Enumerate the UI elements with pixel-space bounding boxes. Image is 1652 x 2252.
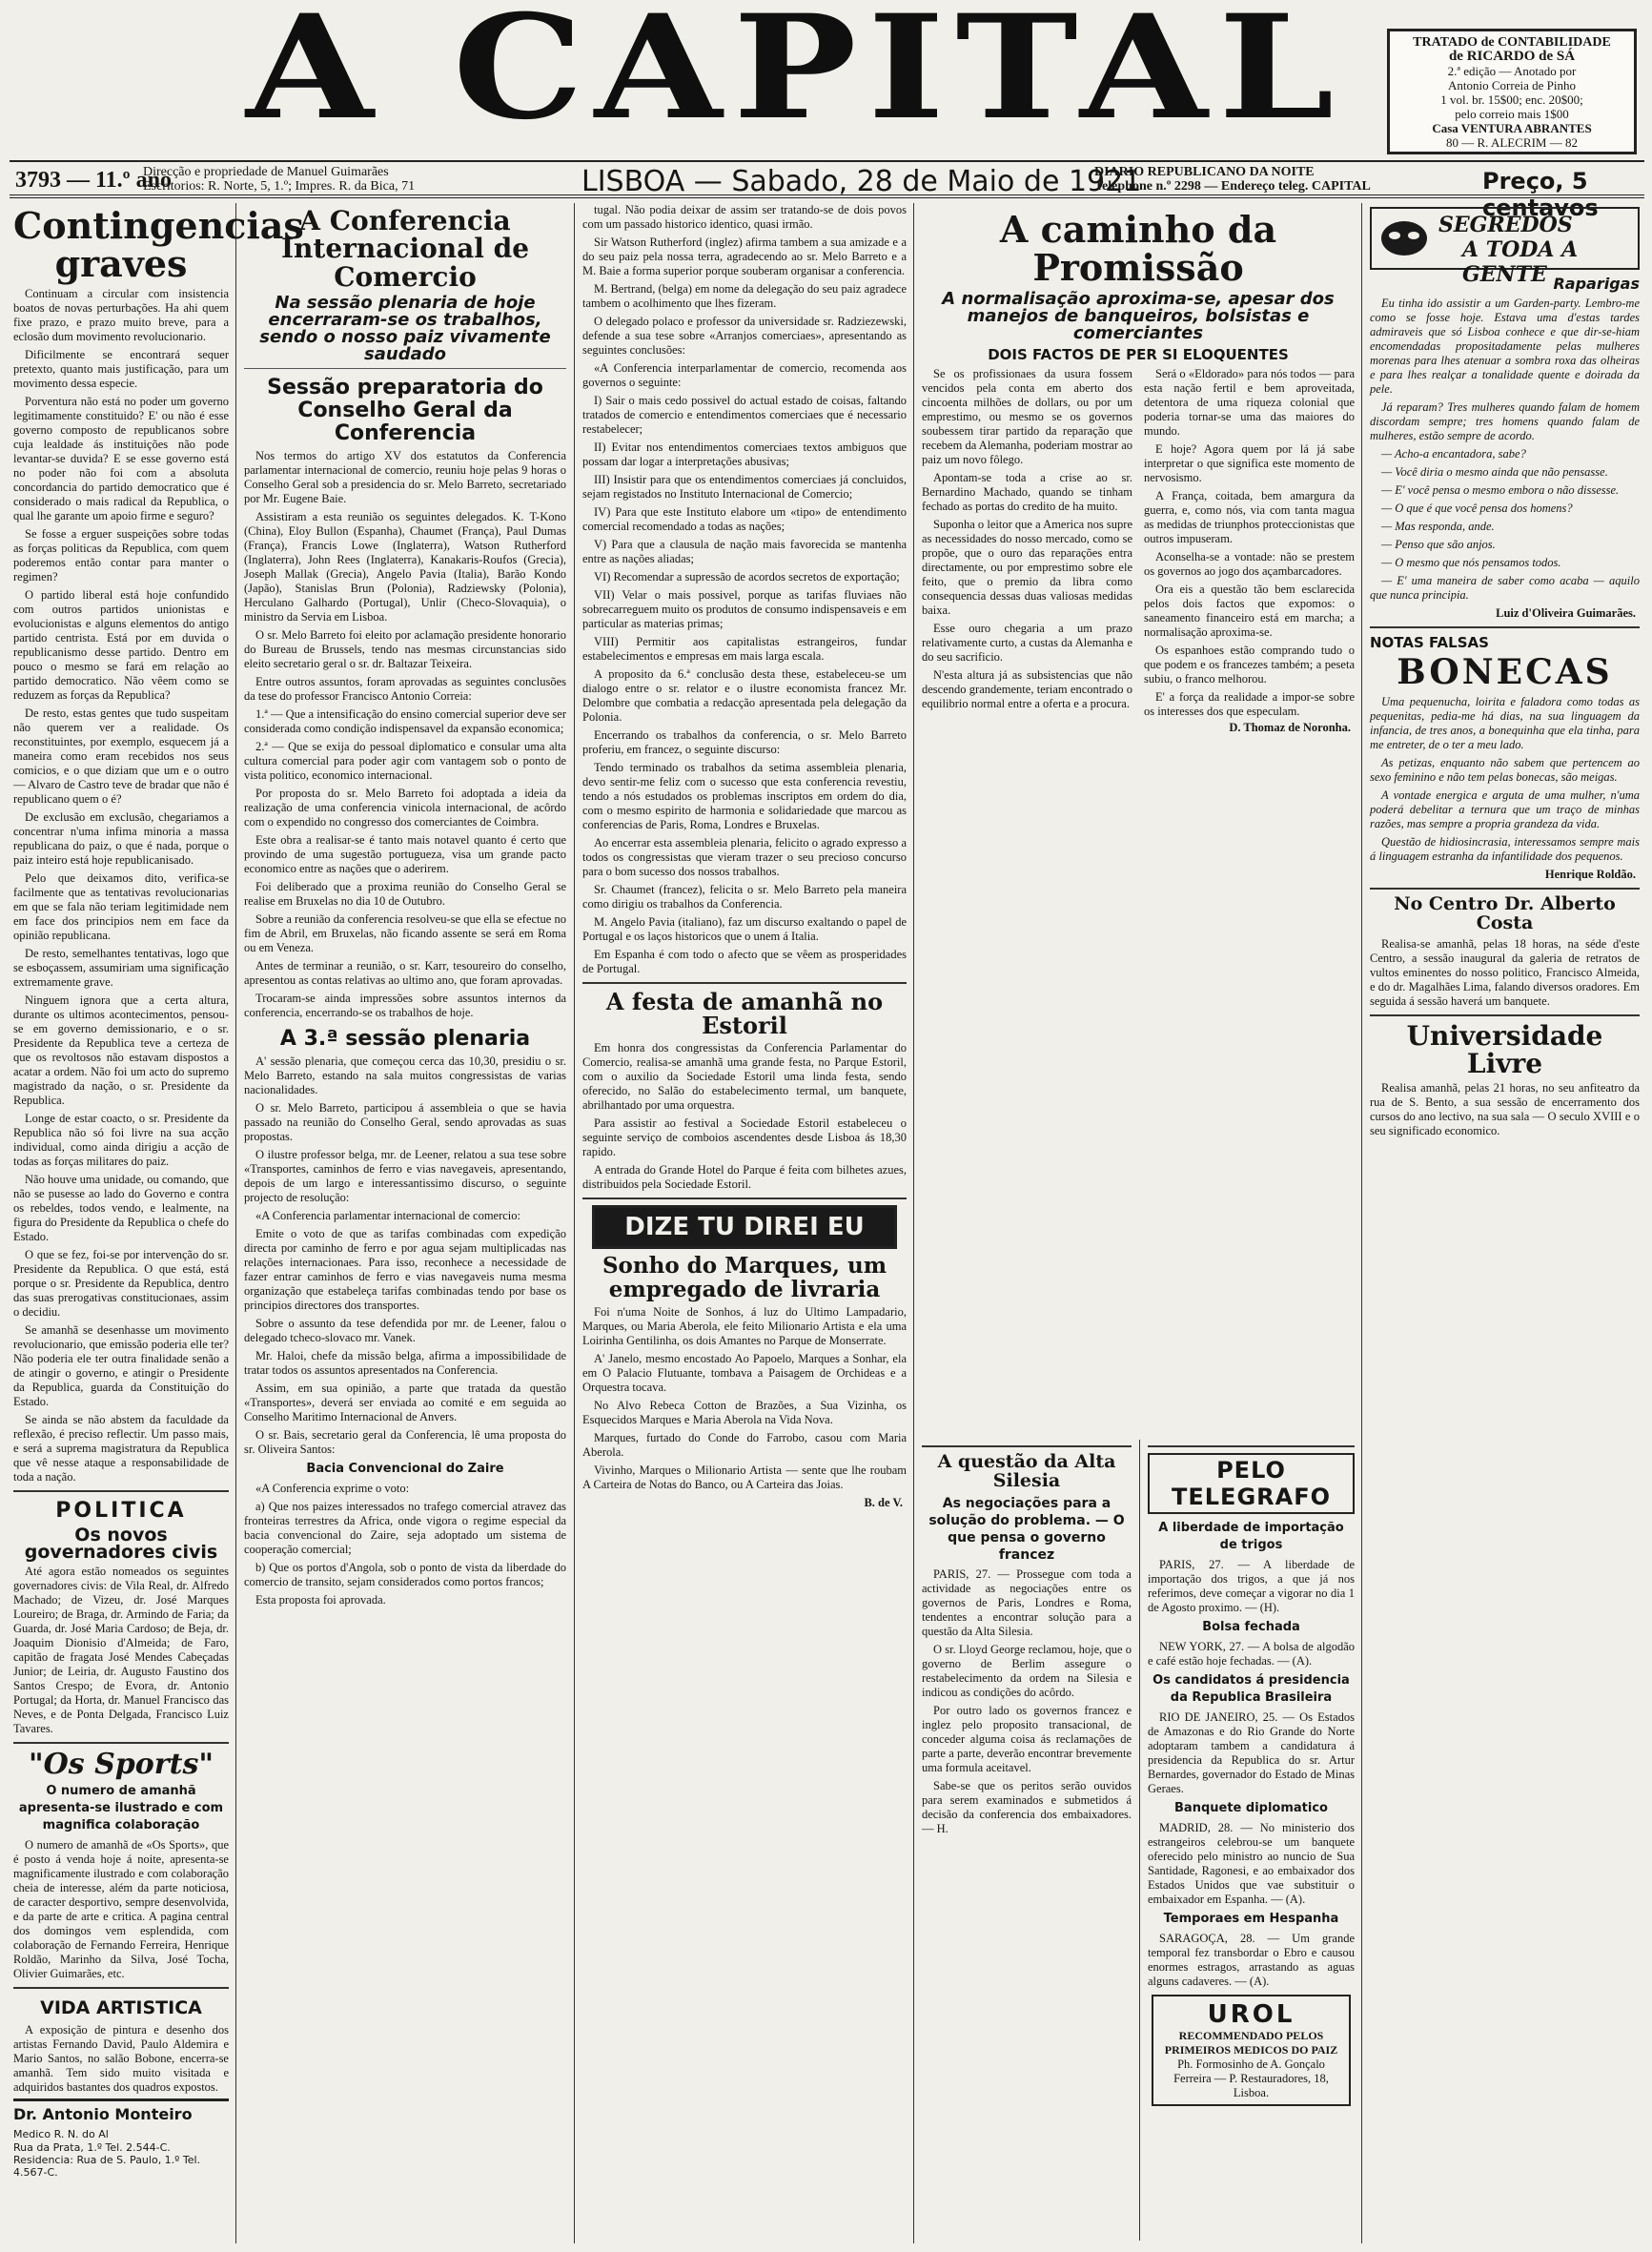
column-4 xyxy=(916,203,1360,1433)
ad-line: 2.ª edição — Anotado por xyxy=(1447,64,1577,78)
paragraph: Emite o voto de que as tarifas combinadas com expedição directa por caminho de ferro e por agua sejam multiplicadas nas relações internacionaes. Para isso, reconhece a necessidade de fazer entrar caminhos de ferro e vias navegaveis numa mesma organização que estabeleça tarifas combinadas tendo por base os principios directores dos transportes. xyxy=(244,1227,566,1313)
subhead-promissao: A normalisação aproxima-se, apesar dos manejos de banqueiros, bolsistas e comerciantes xyxy=(942,288,1335,343)
diario-line: DIARIO REPUBLICANO DA NOITE xyxy=(1094,165,1315,179)
paragraph: Esta proposta foi aprovada. xyxy=(255,1593,386,1607)
paragraph: — E' uma maneira de saber como acaba — aquilo que nunca principia. xyxy=(1370,574,1640,602)
paragraph: 2.ª — Que se exija do pessoal diplomatico e consular uma alta cultura comercial para poder agir com vantagem sob o ponto de vista politico, economico internacional. xyxy=(244,740,566,783)
column-rule xyxy=(235,203,236,2243)
notas-falsas-title: NOTAS FALSAS xyxy=(1370,634,1489,651)
doctor-advertisement xyxy=(13,2098,229,2179)
paragraph: Esse ouro chegaria a um prazo relativamente curto, a custas da Alemanha e do seu sacrificio. xyxy=(922,621,1132,664)
paragraph: Assim, em sua opinião, a parte que tratada da questão «Transportes», deverá ser enviada ao comité e em seguida ao Conselho Maritimo Internacional de Anvers. xyxy=(244,1382,566,1424)
paragraph: De exclusão em exclusão, chegariamos a concentrar n'uma infima minoria a massa republicana do paiz, o que é nada, porque o paiz inteiro está hoje republicanisado. xyxy=(13,809,229,867)
paragraph: — Você diria o mesmo ainda que não pensasse. xyxy=(1381,465,1608,479)
separator xyxy=(1370,1014,1640,1016)
paragraph: Encerrando os trabalhos da conferencia, o sr. Melo Barreto proferiu, em francez, o seguinte discurso: xyxy=(582,728,907,756)
paragraph: — O mesmo que nós pensamos todos. xyxy=(1381,556,1561,569)
paragraph: Se fosse a erguer suspeições sobre todas as forças politicas da Republica, com quem poderemos então contar para manter o regimen? xyxy=(13,526,229,583)
paragraph: A' sessão plenaria, que começou cerca das 10,30, presidiu o sr. Melo Barreto, estando na sala muitos congressistas de varias nacionalidades. xyxy=(244,1054,566,1097)
paragraph: b) Que os portos d'Angola, sob o ponto de vista da liberdade do comercio de transito, sejam considerados como portos francos; xyxy=(244,1561,566,1589)
paragraph: Foi deliberado que a proxima reunião do Conselho Geral se realise em Bruxelas no dia 10 de Outubro. xyxy=(244,880,566,909)
paragraph: — Mas responda, ande. xyxy=(1381,520,1495,533)
telegram-text: PARIS, 27. — A liberdade de importação dos trigos, a que já nos referimos, deve começar a vigorar no dia 1 de Agosto proximo. — (H). xyxy=(1148,1558,1355,1614)
paragraph: Antes de terminar a reunião, o sr. Karr, tesoureiro do conselho, apresentou as contas relativas ao ultimo ano, que foram aprovadas. xyxy=(244,959,566,988)
paragraph: VI) Recomendar a supressão de acordos secretos de exportação; xyxy=(594,570,900,583)
telegram-text: MADRID, 28. — No ministerio dos estrangeiros celebrou-se um banquete oferecido pelo ministro ao nuncio de Sua Santidade, Ragonesi, e ao embaixador dos Estados Unidos que vae substituir o embaixador em Espanha. — (A). xyxy=(1148,1821,1355,1906)
dateline: LISBOA — Sabado, 28 de Maio de 1921 xyxy=(581,165,1142,198)
article-contingencias xyxy=(13,287,229,1484)
doctor-address: Rua da Prata, 1.º Tel. 2.544-C. Residencia: Rua de S. Paulo, 1.º Tel. 4.567-C. xyxy=(13,2141,201,2180)
paragraph: O sr. Melo Barreto, participou á assembleia o que se havia passado na reunião do Conselho Geral, sendo aprovadas as suas propostas. xyxy=(244,1101,566,1144)
paragraph: — Penso que são anjos. xyxy=(1381,538,1496,551)
paragraph: Mr. Haloi, chefe da missão belga, afirma a impossibilidade de tratar todos os assuntos apresentados na Conferencia. xyxy=(244,1349,566,1378)
paragraph: A proposito da 6.ª conclusão desta these, estabeleceu-se um dialogo entre o sr. relator e o ilustre economista francez Mr. Delombre que combatia a redacção apresentada pela delegação da Polonia. xyxy=(582,667,907,724)
mask-icon xyxy=(1379,216,1429,260)
segredos-line-1: SEGREDOS xyxy=(1438,213,1573,237)
costa-title: No Centro Dr. Alberto Costa xyxy=(1394,892,1616,933)
raparigas-title: Raparigas xyxy=(1553,275,1640,293)
paragraph: Os espanhoes estão comprando tudo o que podem e os francezes também; a peseta subiu, o franco melhorou. xyxy=(1144,643,1355,686)
column-rule xyxy=(574,203,575,2243)
column-rule xyxy=(1139,1440,1140,2241)
paragraph: Não houve uma unidade, ou comando, que não se pusesse ao lado do Governo e contra os rebeldes, todos vendo, e lealmente, na figura do Presidente da Republica o chefe do Estado. xyxy=(13,1172,229,1243)
article-3-sessao xyxy=(244,1054,566,1457)
paragraph: tugal. Não podia deixar de assim ser tratando-se de dois povos com um passado historico identico, quasi irmão. xyxy=(582,203,907,231)
paragraph: Por outro lado os governos francez e inglez pelo proposito transacional, de conceder alguma coisa ás reclamações de parte a parte, deverão encontrar brevemente uma formula aceitavel. xyxy=(922,1703,1132,1774)
paragraph: A entrada do Grande Hotel do Parque é feita com bilhetes azues, distribuidos pela Sociedade Estoril. xyxy=(582,1163,907,1192)
paragraph: PARIS, 27. — Prossegue com toda a actividade as negociações entre os governos de Paris, Londres e Roma, tendentes a encontrar solução para a questão da Alta Silesia. xyxy=(922,1566,1132,1638)
paragraph: Ninguem ignora que a certa altura, durante os ultimos acontecimentos, pensou-se em governo demissionario, e o sr. Presidente da Republica teve a certeza de que os revoltosos não estavam dispostos a acatar a ordem. Não foi um acto do supremo magistrado da nação, o sr. Presidente da Republica. xyxy=(13,993,229,1107)
paragraph: Pelo que deixamos dito, verifica-se facilmente que as tentativas revolucionarias em que se fala não teriam legitimidade nem em face dos principios nem em face da opinião republicana. xyxy=(13,870,229,942)
paragraph: Marques, furtado do Conde do Farrobo, casou com Maria Aberola. xyxy=(582,1430,907,1459)
paragraph: Foi n'uma Noite de Sonhos, á luz do Ultimo Lampadario, Marques, ou Maria Aberola, ele feito Milionario Artista e ela uma Loirinha Gentilinha, os dois Amantes no Parque de Monserrate. xyxy=(582,1304,907,1347)
paragraph: N'esta altura já as subsistencias que não descendo grandemente, teriam encontrado o equilibrio normal entre a oferta e a procura. xyxy=(922,667,1132,710)
section-bacia-zaire: Bacia Convencional do Zaire xyxy=(306,1462,504,1477)
column-rule xyxy=(1361,203,1362,2243)
pelo-telegrafo-title: PELO TELEGRAFO xyxy=(1148,1453,1355,1514)
ad-line: 80 — R. ALECRIM — 82 xyxy=(1446,135,1578,150)
headline-promissao: A caminho da Promissão xyxy=(999,208,1277,289)
column-5 xyxy=(1364,203,1645,2243)
signature: D. Thomaz de Noronha. xyxy=(1229,720,1351,734)
paragraph: De resto, estas gentes que tudo suspeitam não querem ver a realidade. Os reconstituintes, por exemplo, esquecem já a maneira como eram recebidos nos seus comicios, e o que diziam que um e o outro — Alvaro de Castro teve de bradar que não é republicano quem o é? xyxy=(13,706,229,806)
paragraph: A' Janelo, mesmo encostado Ao Papoelo, Marques a Sonhar, ela em O Palacio Flutuante, tombava a Paisagem de Orchideas e a Orquestra tocava. xyxy=(582,1351,907,1394)
headline-conferencia: A Conferencia Internacional de Comercio xyxy=(280,205,530,293)
paragraph: Apontam-se toda a crise ao sr. Bernardino Machado, quando se tinham fechado as portas do credito de ha muito. xyxy=(922,470,1132,513)
paragraph: Ora eis a questão tão bem esclarecida pelos dois factos que expomos: o saneamento financeiro está em marcha; a normalisação aproxima-se. xyxy=(1144,582,1355,639)
tratado-advertisement xyxy=(1387,29,1637,154)
article-silesia xyxy=(922,1567,1132,1836)
ad-line: TRATADO de CONTABILIDADE xyxy=(1413,35,1611,50)
paragraph: Se os profissionaes da usura fossem vencidos pela conta em aberto dos cincoenta milhões de dollars, ou por um emprestimo, ou mesmo se os governos soubessem tirar partido da reparação que recebem da Alemanha, poderiam mostrar ao paiz um novo fôlego. xyxy=(922,366,1132,466)
sports-subtitle: O numero de amanhã apresenta-se ilustrado e com magnifica colaboração xyxy=(18,1784,224,1833)
paragraph: II) Evitar nos entendimentos comerciaes textos ambiguos que possam dar logar a interpretações abusivas; xyxy=(582,440,907,468)
ad-line: Casa VENTURA ABRANTES xyxy=(1432,121,1592,135)
signature: B. de V. xyxy=(864,1495,903,1509)
separator xyxy=(13,1490,229,1492)
paragraph: Sir Watson Rutherford (inglez) afirma tambem a sua amizade e a do seu paiz pela nossa terra, agradecendo ao sr. Melo Barreto e a M. Baie a forma superior porque souberam organisar a conferencia. xyxy=(582,235,907,277)
paragraph: — Acho-a encantadora, sabe? xyxy=(1381,447,1526,461)
telegram-title: Bolsa fechada xyxy=(1202,1620,1300,1634)
paragraph: Eu tinha ido assistir a um Garden-party. Lembro-me como se fosse hoje. Estava uma d'estas tardes admiraveis que só Lisboa conhece e que dir-se-hiam encomendadas propositadamente pelas mulheres morenas para lhes atenuar a sombra roxa das olheiras e para lhes realçar a tonalidade quente e doirada da pele. xyxy=(1370,297,1640,396)
column-2 xyxy=(238,203,572,2243)
telegram-text: NEW YORK, 27. — A bolsa de algodão e café estão hoje fechadas. — (A). xyxy=(1148,1640,1355,1668)
telegram-text: SARAGOÇA, 28. — Um grande temporal fez transbordar o Ebro e causou enormes estragos, arrastando as aguas alguns cadaveres. — (A). xyxy=(1148,1932,1355,1988)
paragraph: O que se fez, foi-se por intervenção do sr. Presidente da Republica. O que está, está porque o sr. Presidente da Republica, dentro das suas prerogativas constitucionaes, assim o decidiu. xyxy=(13,1247,229,1319)
paragraph: Vivinho, Marques o Milionario Artista — sente que lhe roubam A Carteira de Notas do Banco, ou A Carteira das Joias. xyxy=(582,1463,907,1491)
sonho-title: Sonho do Marques, um empregado de livraria xyxy=(602,1253,887,1302)
silesia-column xyxy=(916,1440,1137,2241)
politica-title: POLITICA xyxy=(55,1498,187,1523)
paragraph: Sobre a reunião da conferencia resolveu-se que ella se efectue no fim de Abril, em Bruxelas, não ficando assente se será em Roma ou em Veneza. xyxy=(244,912,566,955)
paragraph: IV) Para que este Instituto elabore um «tipo» de entendimento comercial recomendado a todas as nações; xyxy=(582,505,907,533)
paragraph: Trocaram-se ainda impressões sobre assuntos internos da conferencia, encerrando-se os trabalhos de hoje. xyxy=(244,992,566,1020)
paragraph: A França, coitada, bem amargura da guerra, e, como nós, via com tanta magua as medidas de triunphos proteccionistas que outros impuseram. xyxy=(1144,488,1355,545)
paragraph: O sr. Lloyd George reclamou, hoje, que o governo de Berlim assegure o restabelecimento da ordem na Silesia e indicou as condições do acôrdo. xyxy=(922,1642,1132,1699)
paragraph: Em Espanha é com todo o afecto que se vêem as prosperidades de Portugal. xyxy=(582,948,907,975)
paragraph: Aconselha-se a vontade: não se prestem os governos ao jogo dos açambarcadores. xyxy=(1144,549,1355,578)
direction-line: Direcção e propriedade de Manuel Guimarães xyxy=(143,165,389,179)
paragraph: Porventura não está no poder um governo legitimamente constituido? E' ou não é esse governo composto de republicanos sobre cuja lealdade ás instituições não pode levantar-se duvida? E se esse governo está no poder não foi com a absoluta concordancia do partido democratico que é considerado o mais radical da Republica, o qual lhe garante um apoio firme e seguro? xyxy=(13,394,229,522)
paragraph: O ilustre professor belga, mr. de Leener, relatou a sua tese sobre «Transportes, caminhos de ferro e vias navegaveis, apresentando, depois de um largo e interessantissimo discurso, o seguinte projecto de resolução: xyxy=(244,1148,566,1205)
paragraph: E' a força da realidade a impor-se sobre os interesses dos que especulam. xyxy=(1144,689,1355,718)
vida-artistica-title: VIDA ARTISTICA xyxy=(40,1997,202,2019)
subhead-conferencia: Na sessão plenaria de hoje encerraram-se os trabalhos, sendo o nosso paiz vivamente saudado xyxy=(259,293,551,365)
ad-line: Antonio Correia de Pinho xyxy=(1448,78,1576,92)
paragraph: Sr. Chaumet (francez), felicita o sr. Melo Barreto pela maneira como dirigiu os trabalhos da Conferencia. xyxy=(582,883,907,911)
paragraph: «A Conferencia parlamentar internacional de comercio: xyxy=(255,1209,520,1223)
paragraph: Nos termos do artigo XV dos estatutos da Conferencia parlamentar internacional de comercio, reuniu hoje pelas 9 horas o Conselho Geral sob a presidencia do sr. Melo Barreto, secretariado por Mr. Eugene Baie. xyxy=(244,449,566,506)
paragraph: VIII) Permitir aos capitalistas estrangeiros, fundar estabelecimentos e empresas em mais larga escala. xyxy=(582,635,907,663)
separator xyxy=(1370,626,1640,628)
paragraph: Longe de estar coacto, o sr. Presidente da Republica não só foi livre na sua acção individual, como ainda dirigiu a acção de todas as forças militares do paiz. xyxy=(13,1111,229,1168)
urol-advertisement xyxy=(1152,1995,1351,2106)
paragraph: E hoje? Agora quem por lá já sabe interpretar o que significa este momento de nervosismo. xyxy=(1144,441,1355,484)
column-1 xyxy=(8,203,304,2243)
paragraph: O sr. Melo Barreto foi eleito por aclamação presidente honorario do Bureau de Brussels, tendo nas mesmas circunstancias sido eleito secretario geral o sr. dr. Baltazar Teixeira. xyxy=(244,628,566,671)
subhead-factos: DOIS FACTOS DE PER SI ELOQUENTES xyxy=(988,345,1289,363)
paragraph: O delegado polaco e professor da universidade sr. Radziezewski, defende a sua tese sobre «Arranjos comerciaes», apresentando as seguintes conclusões: xyxy=(582,315,907,357)
paragraph: V) Para que a clausula de nação mais favorecida se mantenha entre as nações aliadas; xyxy=(582,538,907,565)
paragraph: — O que é que você pensa dos homens? xyxy=(1381,502,1573,515)
paragraph: Sabe-se que os peritos serão ouvidos para serem examinados e submetidos á decisão da conferencia dos embaixadores. — H. xyxy=(922,1778,1132,1835)
paragraph: Por proposta do sr. Melo Barreto foi adoptada a ideia da realização de uma conferencia vinicola internacional, de acôrdo com o expendido no congresso dos comerciantes de Coimbra. xyxy=(244,787,566,829)
article-promissao xyxy=(922,367,1355,719)
paragraph: Dificilmente se encontrará sequer pretexto, quanto mais justificação, para um movimento dessa especie. xyxy=(13,347,229,390)
segredos-line-2: A TODA A GENTE xyxy=(1462,237,1579,287)
article-raparigas xyxy=(1370,297,1640,603)
paragraph: I) Sair o mais cedo possivel do actual estado de coisas, faltando tratados de comercio e entendimentos comerciaes que é necessario restabelecer; xyxy=(582,394,907,436)
paragraph: Já reparam? Tres mulheres quando falam de homem discordam sempre; tres homens quando falam de mulheres, estão sempre de acordo. xyxy=(1370,400,1640,442)
paragraph: Em honra dos congressistas da Conferencia Parlamentar do Comercio, realisa-se amanhã uma grande festa, no Parque Estoril, com o auxilio da Sociedade Estoril uma linda festa, sendo oferecido, no Salão do estabelecimento termal, um banquete, abrilhantado por uma orquestra. xyxy=(582,1041,907,1113)
universidade-title: Universidade Livre xyxy=(1406,1019,1603,1080)
paragraph: A vontade energica e arguta de uma mulher, n'uma poderá debelitar a ternura que um traço de minhas razões, mas sempre a propria grandeza da vida. xyxy=(1370,788,1640,830)
headline-contingencias: Contingencias graves xyxy=(13,204,304,285)
diario-info xyxy=(1094,165,1371,194)
separator xyxy=(582,982,907,984)
telephone-line: Telephone n.º 2298 — Endereço teleg. CAPITAL xyxy=(1094,179,1371,194)
doctor-title: Medico R. N. do Al xyxy=(13,2128,109,2141)
silesia-subtitle: As negociações para a solução do problema. — O que pensa o governo francez xyxy=(928,1495,1125,1563)
direction-info xyxy=(143,165,415,194)
paragraph: Ao encerrar esta assembleia plenaria, felicito o agrado expresso a todos os congressistas que vieram trazer o seu precioso concurso para o bom sucesso dos nossos trabalhos. xyxy=(582,836,907,878)
separator xyxy=(582,1198,907,1199)
paragraph: M. Angelo Pavia (italiano), faz um discurso exaltando o papel de Portugal e os laços historicos que o unem á Italia. xyxy=(582,915,907,943)
paragraph: VII) Velar o mais possivel, porque as tarifas fluviaes não sobrecarreguem muito os produtos de consumo indispensaveis e em particular as materias primas; xyxy=(582,588,907,630)
universidade-text: Realisa amanhã, pelas 21 horas, no seu anfiteatro da rua de S. Bento, a sua sessão de encerramento dos cursos do ano lectivo, na sua sala — O seculo XVIII e o seu significado economico. xyxy=(1370,1081,1640,1138)
paragraph: Suponha o leitor que a America nos supre as necessidades do nosso mercado, como se propõe, que o ouro das reparações entra directamente, ou por emprestimo sobre ele feito, que o premio da libra como consequencia dessas duas valiosas medidas baixa. xyxy=(922,517,1132,617)
column-3 xyxy=(577,203,912,2243)
urol-title: UROL xyxy=(1207,2000,1295,2029)
politica-text: Até agora estão nomeados os seguintes governadores civis: de Vila Real, dr. Alfredo Machado; de Vizeu, dr. José Marques Loureiro; de Braga, dr. Armindo de Faria; da Guarda, dr. José Maria Cardoso; de Beja, dr. Joaquim Dionisio d'Almeida; de Faro, capitão de fragata José Mendes Cabeçadas Junior; de Leiria, dr. Augusto Faustino dos Santos Crespo; de Evora, dr. Antonio Portugal; da Horta, dr. Manuel Francisco das Neves, e de Ponta Delgada, Francisco Luiz Tavares. xyxy=(13,1564,229,1735)
paragraph: Tendo terminado os trabalhos da setima assembleia plenaria, devo sentir-me feliz com o sucesso que esta conferencia revestiu, tendo a nós estudados os problemas inscriptos em ordem do dia, com o mesmo espirito de harmonia e solidariedade que marcou as conferencias de Paris, Roma, Londres e Bruxelas. xyxy=(582,761,907,831)
section-sessao-preparatoria: Sessão preparatoria do Conselho Geral da Conferencia xyxy=(267,376,543,446)
paragraph: «A Conferencia exprime o voto: xyxy=(255,1482,410,1496)
article-bonecas xyxy=(1370,695,1640,864)
separator xyxy=(13,1987,229,1989)
paragraph: Uma pequenucha, loirita e faladora como todas as pequenitas, pedia-me há dias, na sua linguagem da infancia, de tres anos, a bonequinha que ela tinha, para me entreter, de o ter a meu lado. xyxy=(1370,694,1640,751)
section-3-sessao: A 3.ª sessão plenaria xyxy=(279,1027,531,1052)
paragraph: Entre outros assuntos, foram aprovadas as seguintes conclusões da tese do professor Francisco Antonio Correia: xyxy=(244,675,566,704)
paragraph: Se ainda se não abstem da faculdade da reflexão, é preciso reflectir. Um passo mais, e será a suprema magistratura da Republica que vê nesse ataque a responsabilidade de toda a nação. xyxy=(13,1412,229,1484)
doctor-name: Dr. Antonio Monteiro xyxy=(13,2105,193,2124)
paragraph: Será o «Eldorado» para nós todos — para esta nação fertil e bem aproveitada, detentora de uma riqueza colonial que poderia tornar-se uma das maiores do mundo. xyxy=(1144,366,1355,438)
urol-subtitle: RECOMMENDADO PELOS PRIMEIROS MEDICOS DO PAIZ xyxy=(1164,2029,1338,2057)
telegram-title: A liberdade de importação de trigos xyxy=(1158,1521,1344,1552)
dize-tu-direi-eu-logo: DIZE TU DIREI EU xyxy=(592,1205,897,1249)
paragraph: «A Conferencia interparlamentar de comercio, recomenda aos governos o seguinte: xyxy=(582,361,907,389)
sports-title: "Os Sports" xyxy=(29,1747,214,1781)
paragraph: No Alvo Rebeca Cotton de Brazões, a Sua Vizinha, os Esquecidos Marques e Maria Aberola na Vida Nova. xyxy=(582,1398,907,1426)
telegram-text: RIO DE JANEIRO, 25. — Os Estados de Amazonas e do Rio Grande do Norte adoptaram tambem a candidatura á presidencia da Republica do sr. Artur Bernardes, governador do Estado de Minas Geraes. xyxy=(1148,1710,1355,1795)
ad-line: 1 vol. br. 15$00; enc. 20$00; xyxy=(1440,92,1583,107)
costa-text: Realisa-se amanhã, pelas 18 horas, na séde d'este Centro, a sessão inaugural da galeria de retratos de vultos eminentes do nosso politico, Francisco Almeida, e do dr. Magalhães Lima, falando diversos oradores. Em seguida á sessão haverá um banquete. xyxy=(1370,936,1640,1008)
newspaper-title: A CAPITAL xyxy=(245,0,1345,152)
ad-line: pelo correio mais 1$00 xyxy=(1455,107,1569,121)
paragraph: As petizas, enquanto não sabem que pertencem ao sexo feminino e não tem pelas bonecas, são meigas. xyxy=(1370,755,1640,784)
issue-number: 3793 — 11.º ano xyxy=(15,168,172,193)
sports-text: O numero de amanhã de «Os Sports», que é posto á venda hoje á noite, apresenta-se magnificamente ilustrado e com colaboração cheia de interesse, além da parte noticiosa, de caracter desportivo, sempre desenvolvida, e da parte de arte e critica. A pagina central dos domingos vem esplendida, com colaboração de Fernando Ferreira, Henrique Roldão, Marinho da Silva, José Tocha, Olivier Guimarães, etc. xyxy=(13,1838,229,1981)
separator xyxy=(922,1445,1132,1447)
signature: Luiz d'Oliveira Guimarães. xyxy=(1496,606,1636,620)
signature: Henrique Roldão. xyxy=(1544,867,1636,881)
article-sonho xyxy=(582,1305,907,1492)
paragraph: III) Insistir para que os entendimentos comerciaes já concluidos, sejam registados no Instituto Internacional de Comercio; xyxy=(582,473,907,501)
separator xyxy=(1148,1445,1355,1447)
offices-line: Escritorios: R. Norte, 5, 1.º; Impres. R. da Bica, 71 xyxy=(143,179,416,194)
paragraph: Questão de hidiosincrasia, interessamos sempre mais á linguagem estranha da infantilidade dos pequenos. xyxy=(1370,834,1640,863)
telegram-title: Banquete diplomatico xyxy=(1174,1801,1328,1815)
paragraph: Para assistir ao festival a Sociedade Estoril estabeleceu o seguinte serviço de comboios ascendentes desde Lisboa ás 18,30 rapido. xyxy=(582,1116,907,1159)
vida-artistica-text: A exposição de pintura e desenho dos artistas Fernando David, Paulo Aldemira e Mario Santos, no salão Bobone, encerra-se amanhã. Tem sido muito visitada e adquiridos bastantes dos quadros expostos. xyxy=(13,2023,229,2095)
urol-address: Ph. Formosinho de A. Gonçalo Ferreira — P. Restauradores, 18, Lisboa. xyxy=(1173,2058,1329,2099)
separator xyxy=(1370,888,1640,890)
politica-subtitle: Os novos governadores civis xyxy=(24,1524,218,1563)
paragraph: a) Que nos paizes interessados no trafego comercial atravez das fronteiras terrestres da Africa, onde vigora o regime especial da bacia convencional do Zaire, seja adoptado um sistema de cooperação comercial; xyxy=(244,1500,566,1557)
separator xyxy=(244,368,566,369)
paragraph: O sr. Bais, secretario geral da Conferencia, lê uma proposta do sr. Oliveira Santos: xyxy=(244,1428,566,1457)
paragraph: M. Bertrand, (belga) em nome da delegação do seu paiz agradece tambem o acolhimento que lhes fizeram. xyxy=(582,282,907,310)
paragraph: De resto, semelhantes tentativas, logo que se esboçassem, assumiriam uma significação extremamente grave. xyxy=(13,946,229,989)
price: Preço, 5 centavos xyxy=(1482,168,1599,221)
estoril-title: A festa de amanhã no Estoril xyxy=(605,988,884,1040)
paragraph: — E' você pensa o mesmo embora o não dissesse. xyxy=(1381,483,1620,497)
telegrafo-column xyxy=(1142,1440,1360,2241)
article-estoril xyxy=(582,1041,907,1192)
paragraph: 1.ª — Que a intensificação do ensino comercial superior deve ser considerada como condição indispensavel da expansão economica; xyxy=(244,707,566,736)
paragraph: O partido liberal está hoje confundido com outros partidos unionistas e evolucionistas e alguns elementos do antigo partido centrista. Está por em duvida o republicanismo desse partido. Dentro em pouco o mesmo se fará em relação ao partido democratico. Não vêem como se reduzem as forças da Republica? xyxy=(13,587,229,702)
paragraph: Se amanhã se desenhasse um movimento revolucionario, que emissão poderia elle ter? Não poderia ele ter outra finalidade senão a de atingir o governo, e atingir o Presidente da Republica, guarda da Constituição do Estado. xyxy=(13,1322,229,1408)
bonecas-title: BONECAS xyxy=(1397,652,1613,692)
silesia-title: A questão da Alta Silesia xyxy=(937,1451,1116,1491)
paragraph: Este obra a realisar-se é tanto mais notavel quanto é certo que provindo de uma sugestão portugueza, visa um grande pacto economico entre as nações que o aderirem. xyxy=(244,833,566,876)
paragraph: Continuam a circular com insistencia boatos de novas perturbações. Ha ahi quem fixe prazo, e prazo muito breve, para a eclosão dum movimento revolucionario. xyxy=(13,286,229,343)
article-sessao-preparatoria xyxy=(244,449,566,1020)
telegram-title: Os candidatos á presidencia da Republica Brasileira xyxy=(1152,1673,1350,1705)
separator xyxy=(13,1742,229,1744)
article-conferencia-continuation xyxy=(582,203,907,976)
telegram-title: Temporaes em Hespanha xyxy=(1163,1912,1339,1926)
ad-line: de RICARDO de SÁ xyxy=(1448,49,1576,64)
article-bacia-zaire xyxy=(244,1482,566,1607)
column-rule xyxy=(913,203,914,2243)
paragraph: Assistiram a esta reunião os seguintes delegados. K. T-Kono (China), Eloy Bullon (Espanha), Chaumet (França), Paul Dumas (França), Francis Lowe (Inglaterra), Watson Rutherford (Inglaterra), John Rees (Inglaterra), Kanakaris-Roufos (Grecia), Joseph Mallak (Grecia), Angelo Pavia (Italia), Barão Kondo (Japão), Stanislas Brun (Polonia), Radziewsky (Polonia), Herculano Galhardo (Portugal), Unlir (Checo-Slovaquia), o ministro da Servia em Lisboa. xyxy=(244,510,566,624)
paragraph: Sobre o assunto da tese defendida por mr. de Leener, falou o delegado tcheco-slovaco mr. Vanek. xyxy=(244,1317,566,1345)
